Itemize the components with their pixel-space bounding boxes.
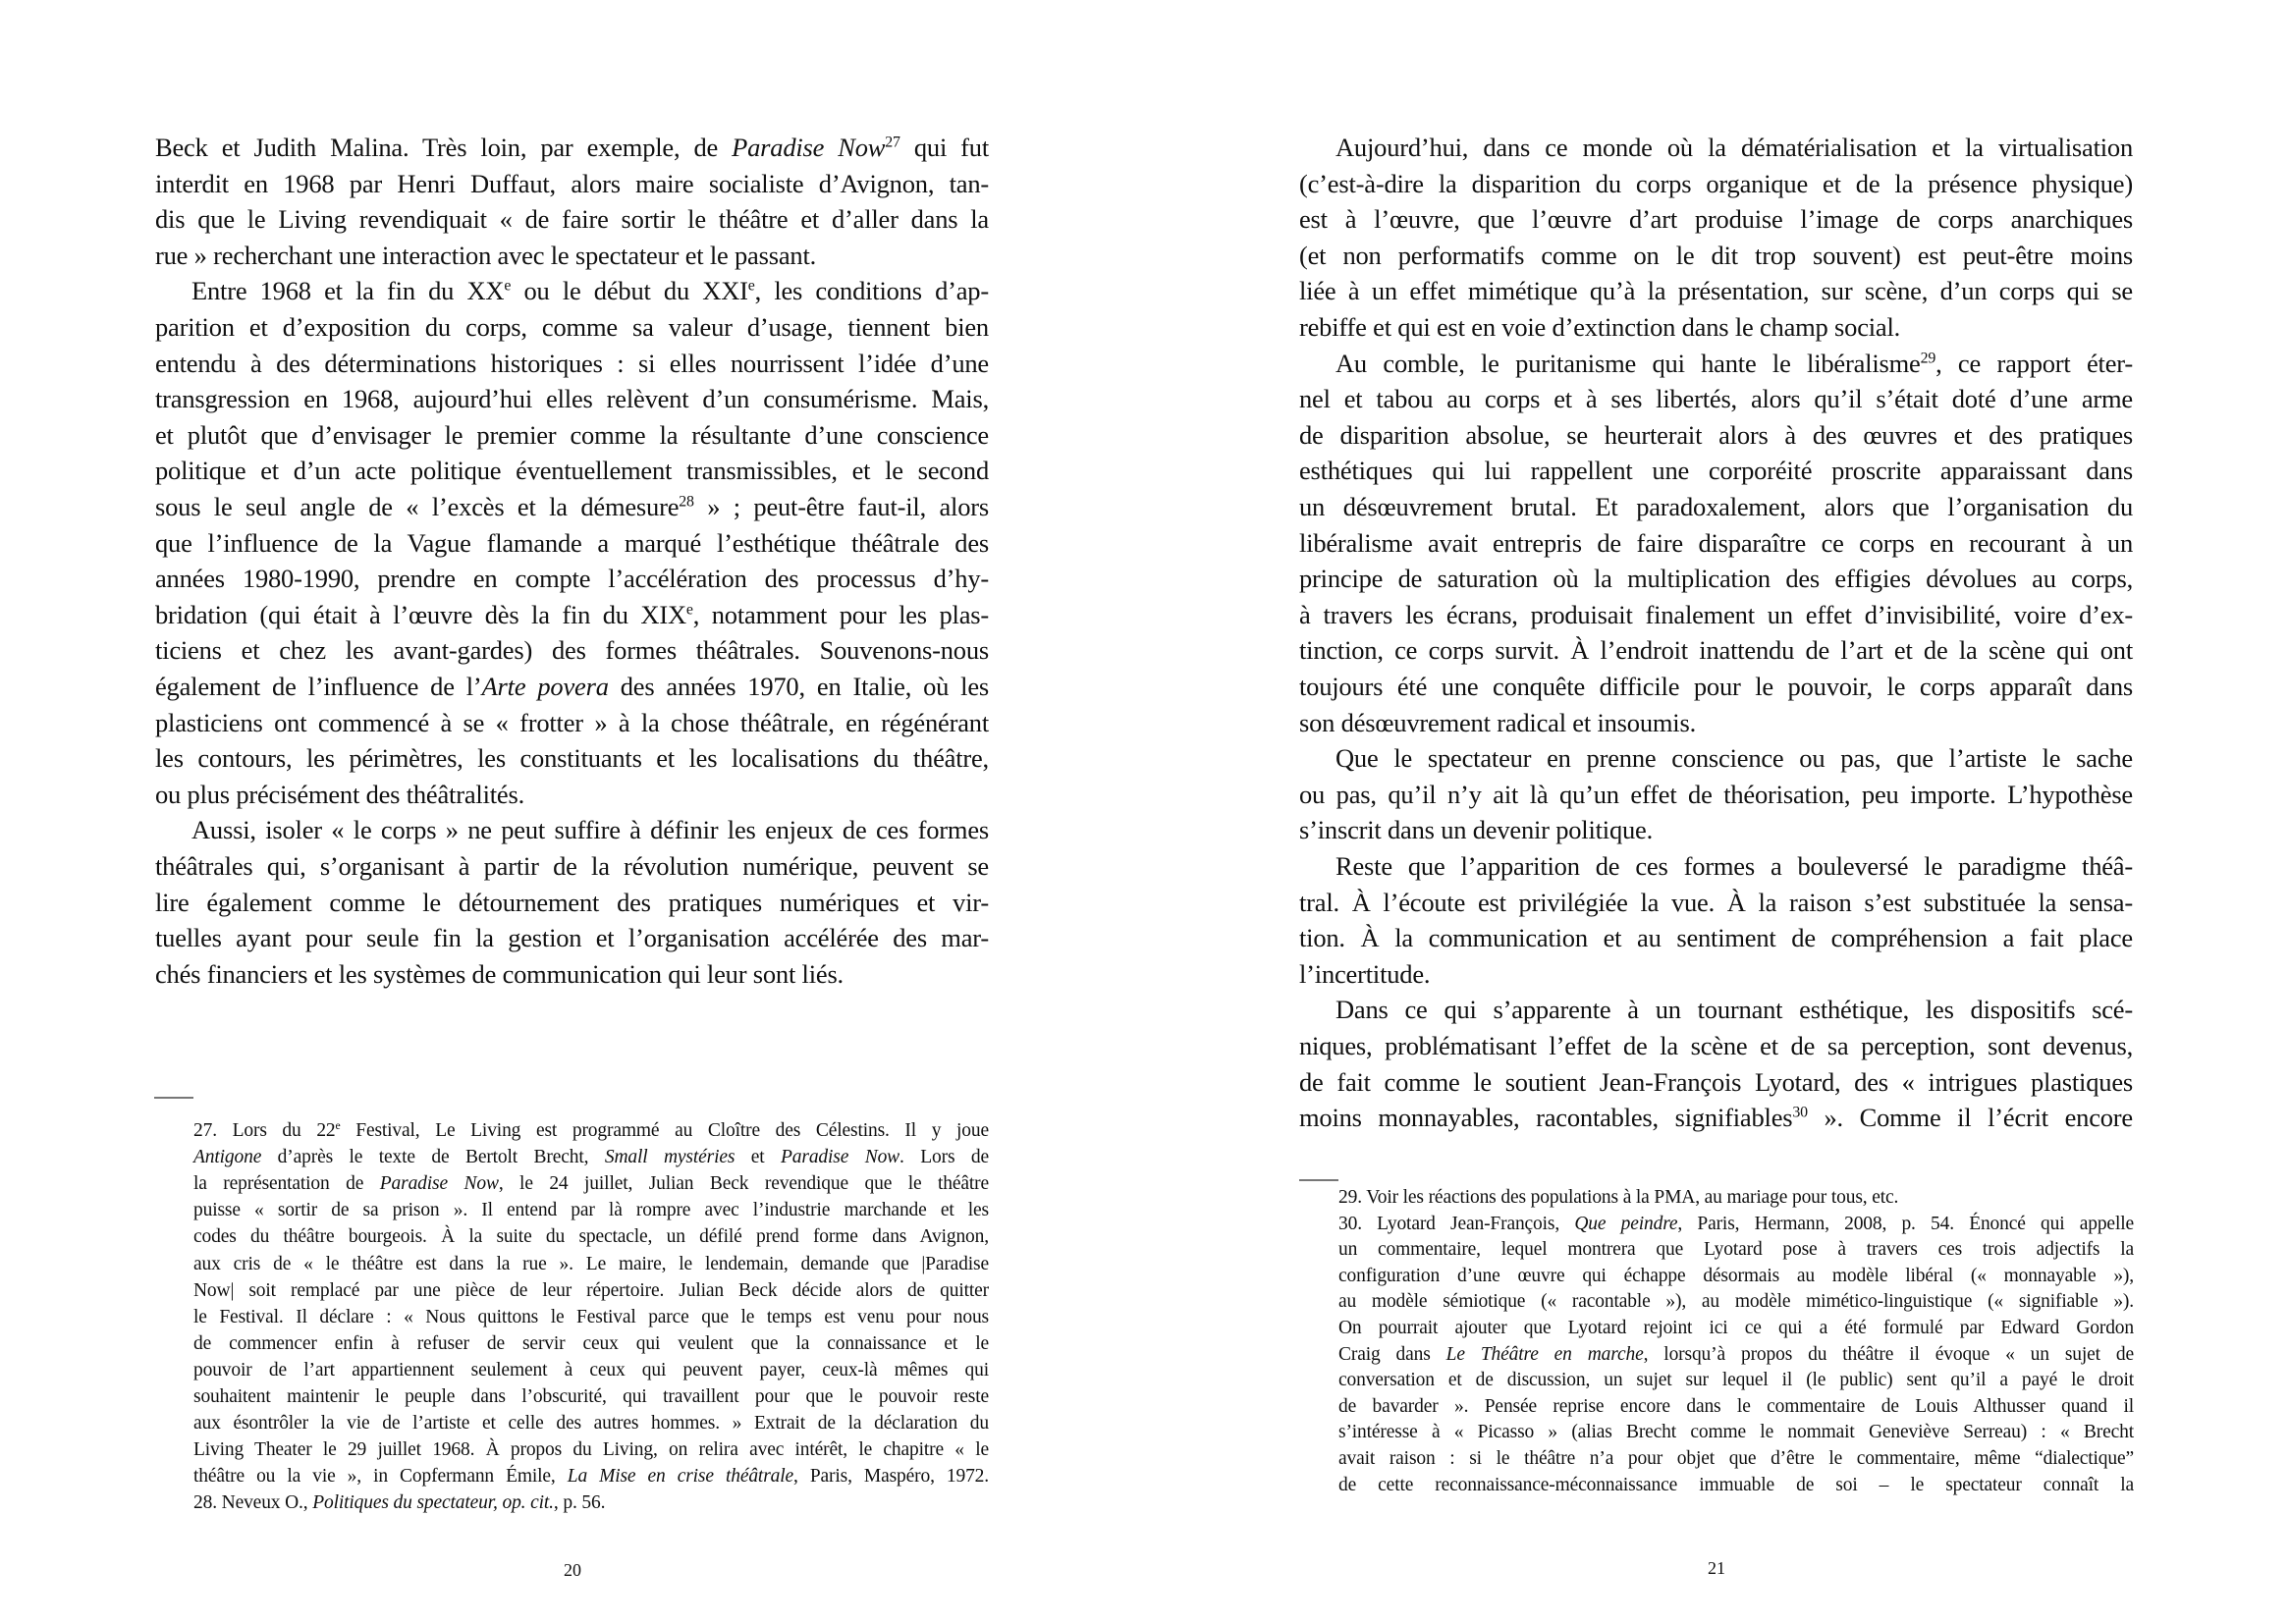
footnote-line: 29. Voir les réactions des populations à la PMA, au mariage pour tous, etc.: [1338, 1187, 1899, 1208]
footnote-line: puisse « sortir de sa prison ». Il entend par là rompre avec l’industrie marchande et les: [193, 1200, 989, 1221]
text-line: toujours été une conquête difficile pour le pouvoir, le corps apparaît dans: [1299, 672, 2133, 701]
text-line: lire également comme le détournement des pratiques numériques et vir-: [155, 887, 989, 917]
footnote-line: 28. Neveux O., Politiques du spectateur, op. cit., p. 56.: [193, 1492, 606, 1514]
text-line: de fait comme le soutient Jean-François Lyotard, des « intrigues plastiques: [1299, 1066, 2133, 1097]
text-line: à travers les écrans, produisait finalement un effet d’invisibilité, voire d’ex-: [1299, 599, 2133, 629]
superscript: 28: [679, 493, 694, 511]
footnote-line: 30. Lyotard Jean-François, Que peindre, Paris, Hermann, 2008, p. 54. Énoncé qui appelle: [1338, 1213, 2134, 1234]
text-line: parition et d’exposition du corps, comme sa valeur d’usage, tiennent bien: [155, 312, 989, 342]
italic-text: Paradise Now: [379, 1173, 499, 1195]
text-line: moins monnayables, racontables, signifiables$^{30}$ ». Comme il l’écrit encore: [1299, 1103, 2133, 1133]
superscript: 30: [1792, 1104, 1808, 1121]
superscript: 29: [1920, 350, 1936, 367]
text-line: Dans ce qui s’apparente à un tournant esthétique, les dispositifs scé-: [1335, 995, 2133, 1025]
text-line: rue » recherchant une interaction avec le spectateur et le passant.: [155, 240, 817, 270]
footnote-line: Living Theater le 29 juillet 1968. À propos du Living, on relira avec intérêt, le chapitre « le: [193, 1439, 989, 1461]
text-line: entendu à des déterminations historiques : si elles nourrissent l’idée d’une: [155, 348, 989, 378]
italic-text: Antigone: [193, 1147, 262, 1168]
footnote-line: avait raison : si le théâtre n’a pour objet que d’être le commentaire, même “dialectique”: [1338, 1448, 2134, 1469]
footnote-line: 27. Lors du 22e Festival, Le Living est programmé au Cloître des Célestins. Il y joue: [193, 1118, 989, 1141]
footnote-line: de commencer enfin à refuser de servir ceux qui veulent que la connaissance et le: [193, 1332, 989, 1354]
text-line: tion. À la communication et au sentiment de compréhension a fait place: [1299, 923, 2133, 953]
right-page-number: 21: [1708, 1558, 1725, 1578]
text-line: plasticiens ont commencé à se « frotter » à la chose théâtrale, en régénérant: [155, 707, 989, 737]
text-line: dis que le Living revendiquait « de faire sortir le théâtre et d’aller dans la: [155, 204, 989, 235]
text-line: théâtrales qui, s’organisant à partir de la révolution numérique, peuvent se: [155, 851, 989, 881]
left-page: [0, 0, 1144, 1624]
text-line: et plutôt que d’envisager le premier comme la résultante d’une conscience: [155, 419, 989, 450]
text-line: libéralisme avait entrepris de faire disparaître ce corps en recourant à un: [1299, 527, 2133, 558]
footnote-line: pouvoir de l’art appartiennent seulement à ceux qui peuvent payer, ceux-là mêmes qui: [193, 1359, 989, 1380]
text-line: ou plus précisément des théâtralités.: [155, 779, 524, 809]
text-line: rebiffe et qui est en voie d’extinction dans le champ social.: [1299, 312, 1901, 342]
text-line: l’incertitude.: [1299, 958, 1431, 989]
footnote-line: conversation et de discussion, un sujet sur lequel il (le public) sent qu’il a payé le droit: [1338, 1370, 2134, 1391]
text-line: Beck et Judith Malina. Très loin, par exemple, de Paradise Now$^{27}$ qui fut: [155, 133, 990, 162]
left-page-number: 20: [564, 1560, 581, 1580]
italic-text: Politiques du spectateur, op. cit.: [312, 1492, 554, 1514]
italic-text: Arte povera: [481, 672, 609, 701]
text-line: également de l’influence de l’Arte povera des années 1970, en Italie, où les: [155, 672, 990, 701]
text-line: les contours, les périmètres, les constituants et les localisations du théâtre,: [155, 743, 989, 774]
text-line: Aujourd’hui, dans ce monde où la dématérialisation et la virtualisation: [1335, 133, 2133, 162]
footnote-line: aux cris de « le théâtre est dans la rue ». Le maire, le lendemain, demande que |Paradise: [193, 1253, 989, 1274]
superscript: e: [504, 277, 512, 295]
footnote-line: configuration d’une œuvre qui échappe désormais au modèle libéral (« monnayable »),: [1338, 1265, 2134, 1286]
text-line: son désœuvrement radical et insoumis.: [1299, 707, 1696, 737]
text-line: est à l’œuvre, que l’œuvre d’art produise l’image de corps anarchiques: [1299, 204, 2133, 235]
text-line: que l’influence de la Vague flamande a marqué l’esthétique théâtrale des: [155, 527, 989, 558]
superscript: e: [747, 277, 755, 295]
left-footnote-rule: [154, 1097, 193, 1099]
italic-text: Que peindre: [1574, 1213, 1678, 1234]
text-line: interdit en 1968 par Henri Duffaut, alors maire socialiste d’Avignon, tan-: [155, 168, 989, 198]
footnote-line: un commentaire, lequel montrera que Lyotard pose à travers ces trois adjectifs la: [1338, 1239, 2134, 1261]
italic-text: Paradise Now: [732, 133, 886, 162]
text-line: s’inscrit dans un devenir politique.: [1299, 815, 1654, 845]
italic-text: La Mise en crise théâtrale: [567, 1466, 794, 1488]
text-line: tinction, ce corps survit. À l’endroit inattendu de l’art et de la scène qui ont: [1299, 635, 2133, 666]
text-line: Entre 1968 et la fin du XXe ou le début du XXIe, les conditions d’ap-: [191, 276, 989, 306]
superscript: e: [685, 601, 693, 619]
text-line: esthétiques qui lui rappellent une corporéité proscrite apparaissant dans: [1299, 456, 2133, 486]
text-line: politique et d’un acte politique éventuellement transmissibles, et le second: [155, 456, 989, 486]
footnote-line: la représentation de Paradise Now, le 24 juillet, Julian Beck revendique que le théâtre: [193, 1173, 990, 1195]
right-footnote-rule: [1299, 1179, 1338, 1181]
footnote-line: théâtre ou la vie », in Copfermann Émile, La Mise en crise théâtrale, Paris, Maspéro, 1972.: [193, 1466, 990, 1488]
text-line: chés financiers et les systèmes de communication qui leur sont liés.: [155, 958, 844, 989]
text-line: (c’est-à-dire la disparition du corps organique et de la présence physique): [1299, 168, 2133, 198]
footnote-line: souhaitent maintenir le peuple dans l’obscurité, qui travaillent pour que le pouvoir reste: [193, 1386, 989, 1407]
text-line: ou pas, qu’il n’y ait là qu’un effet de théorisation, peu importe. L’hypothèse: [1299, 779, 2133, 809]
text-line: ticiens et chez les avant-gardes) des formes théâtrales. Souvenons-nous: [155, 635, 989, 666]
text-line: de disparition absolue, se heurterait alors à des œuvres et des pratiques: [1299, 419, 2133, 450]
text-line: niques, problématisant l’effet de la scène et de sa perception, sont devenus,: [1299, 1031, 2133, 1060]
footnote-line: au modèle sémiotique (« racontable »), au modèle mimético-linguistique (« signifiable »).: [1338, 1291, 2134, 1313]
text-line: sous le seul angle de « l’excès et la démesure$^{28}$ » ; peut-être faut-il, alors: [155, 492, 989, 521]
footnote-line: le Festival. Il déclare : « Nous quittons le Festival parce que le temps est venu pour nous: [193, 1306, 989, 1327]
superscript: e: [335, 1118, 341, 1132]
text-line: années 1980-1990, prendre en compte l’accélération des processus d’hy-: [155, 564, 989, 594]
italic-text: Small mystéries: [604, 1147, 736, 1168]
text-line: (et non performatifs comme on le dit trop souvent) est peut-être moins: [1299, 240, 2133, 270]
footnote-line: s’intéresse à « Picasso » (alias Brecht comme le nommait Geneviève Serreau) : « Brecht: [1338, 1422, 2134, 1443]
footnote-line: On pourrait ajouter que Lyotard rejoint ici ce qui a été formulé par Edward Gordon: [1338, 1318, 2134, 1338]
text-line: tuelles ayant pour seule fin la gestion et l’organisation accélérée des mar-: [155, 923, 989, 953]
footnote-line: Now| soit remplacé par une pièce de leur répertoire. Julian Beck décide alors de quitter: [193, 1279, 989, 1301]
text-line: nel et tabou au corps et à ses libertés, alors qu’il s’était doté d’une arme: [1299, 384, 2133, 414]
footnote-line: de cette reconnaissance-méconnaissance immuable de soi – le spectateur connaît la: [1338, 1474, 2134, 1495]
text-line: un désœuvrement brutal. Et paradoxalement, alors que l’organisation du: [1299, 492, 2133, 521]
right-page: [1144, 0, 2288, 1624]
footnote-line: Antigone d’après le texte de Bertolt Brecht, Small mystéries et Paradise Now. Lors de: [193, 1147, 989, 1168]
footnote-line: Craig dans Le Théâtre en marche, lorsqu’à propos du théâtre il évoque « un sujet de: [1338, 1343, 2134, 1365]
text-line: Aussi, isoler « le corps » ne peut suffire à définir les enjeux de ces formes: [191, 815, 989, 845]
superscript: 27: [885, 134, 900, 151]
text-line: tral. À l’écoute est privilégiée la vue. À la raison s’est substituée la sensa-: [1299, 887, 2133, 917]
italic-text: Paradise Now: [781, 1147, 900, 1168]
text-line: Que le spectateur en prenne conscience ou pas, que l’artiste le sache: [1335, 743, 2133, 774]
footnote-line: de bavarder ». Pensée reprise encore dans le commentaire de Louis Althusser quand il: [1338, 1395, 2134, 1417]
text-line: liée à un effet mimétique qu’à la présentation, sur scène, d’un corps qui se: [1299, 276, 2133, 306]
footnote-line: codes du théâtre bourgeois. À la suite du spectacle, un défilé prend forme dans Avignon,: [193, 1226, 989, 1248]
text-line: transgression en 1968, aujourd’hui elles relèvent d’un consumérisme. Mais,: [155, 384, 989, 414]
text-line: principe de saturation où la multiplication des effigies dévolues au corps,: [1299, 564, 2133, 594]
footnote-line: aux ésontrôler la vie de l’artiste et celle des autres hommes. » Extrait de la déclaration du: [193, 1413, 989, 1435]
text-line: Reste que l’apparition de ces formes a bouleversé le paradigme théâ-: [1335, 851, 2133, 881]
text-line: bridation (qui était à l’œuvre dès la fin du XIXe, notamment pour les plas-: [155, 599, 989, 629]
italic-text: Le Théâtre en marche: [1445, 1343, 1644, 1365]
text-line: Au comble, le puritanisme qui hante le libéralisme$^{29}$, ce rapport éter-: [1335, 348, 2133, 378]
